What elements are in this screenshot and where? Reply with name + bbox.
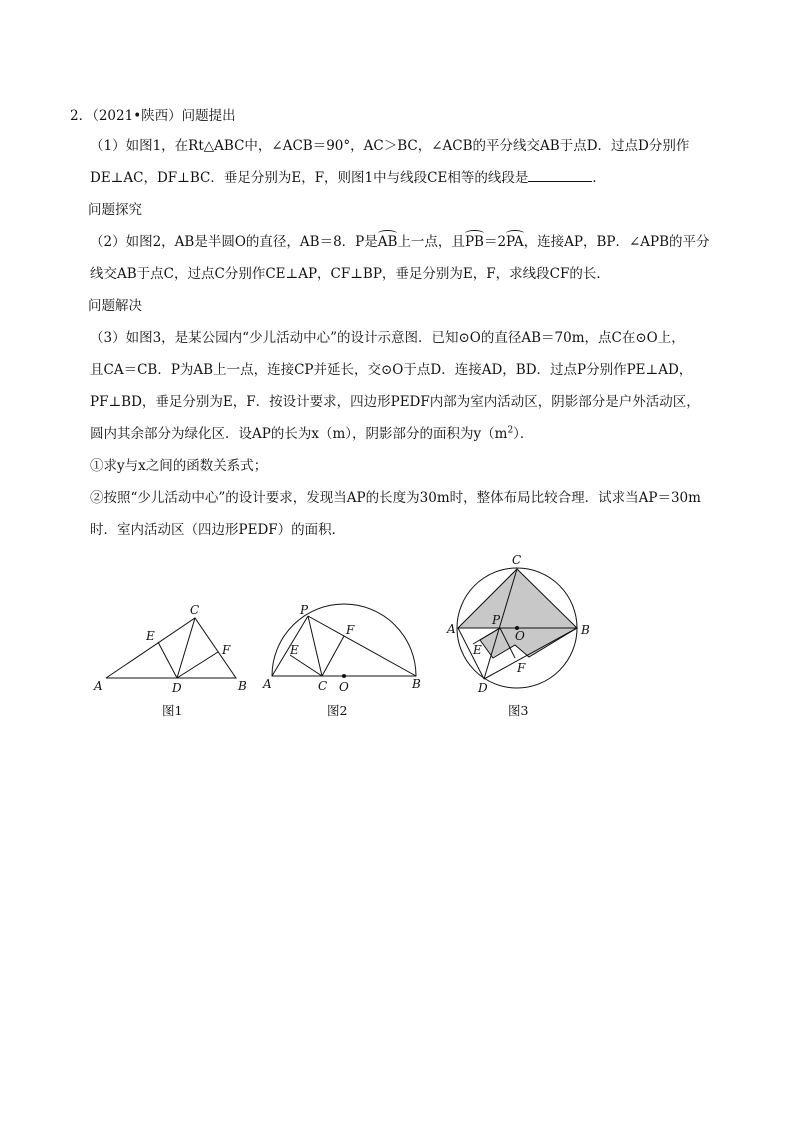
fig2-ce (290, 655, 322, 676)
fig2-label-o: O (339, 680, 349, 694)
section-heading-solve: 问题解决 (88, 298, 142, 314)
fig3-label-o: O (515, 629, 525, 643)
part3-line4-a: 圆内其余部分为绿化区．设AP的长为x（m），阴影部分的面积为y（m (90, 426, 508, 442)
fig2-bp (308, 616, 416, 676)
fig1-caption: 图1 (162, 703, 183, 718)
fig2-label-c: C (318, 679, 328, 693)
fig1-label-f: F (222, 643, 231, 657)
fig1-triangle (106, 618, 236, 678)
fig3-label-c: C (512, 553, 522, 567)
part2-eq: ＝2 (483, 234, 507, 250)
part1-line2-text: DE⊥AC，DF⊥BC．垂足分别为E，F，则图1中与线段CE相等的线段是 (90, 170, 529, 186)
part2-line1-a: （2）如图2，AB是半圆O的直径，AB＝8．P是 (90, 234, 378, 250)
fig1-bisector-cd (177, 618, 195, 678)
fig1-label-e: E (146, 629, 155, 643)
arc-pa: PA (506, 234, 524, 250)
fig2-label-a: A (263, 677, 272, 691)
question-2-line2: 时．室内活动区（四边形PEDF）的面积． (90, 522, 346, 538)
part3-line3: PF⊥BD，垂足分别为E，F．按设计要求，四边形PEDF内部为室内活动区，阴影部分是户外活动区， (90, 394, 700, 410)
section-heading-explore: 问题探究 (88, 202, 142, 218)
fig1-de (158, 642, 177, 678)
fig2-label-b: B (412, 677, 421, 691)
fig2-pc (308, 616, 322, 676)
fig3-label-p: P (492, 613, 501, 627)
fig3-label-e: E (473, 643, 482, 657)
superscript-2: 2 (507, 425, 514, 436)
part3-line1: （3）如图3，是某公园内“少儿活动中心”的设计示意图．已知⊙O的直径AB＝70m，点C在⊙O上， (90, 330, 685, 346)
fig3-caption: 图3 (508, 703, 529, 718)
fig1-label-d: D (172, 681, 182, 695)
fig2-caption: 图2 (327, 703, 348, 718)
arc-ab: AB (377, 234, 398, 250)
part2-line2: 线交AB于点C，过点C分别作CE⊥AP，CF⊥BP，垂足分别为E，F，求线段CF的长． (90, 266, 610, 282)
part3-line4-b: ）． (513, 426, 534, 442)
fig2-cf (322, 636, 344, 676)
fig2-center-dot (342, 674, 346, 678)
part2-line1-b: 上一点，且 (397, 234, 465, 250)
question-1: ①求y与x之间的函数关系式； (90, 458, 268, 474)
arc-pb: PB (464, 234, 484, 250)
part1-line2 (90, 166, 606, 186)
answer-blank (528, 169, 592, 182)
part3-line2: 且CA＝CB．P为AB上一点，连接CP并延长，交⊙O于点D．连接AD，BD．过点P分别作PE⊥AD， (90, 362, 693, 378)
figure-3 (440, 548, 605, 723)
fig1-label-a: A (94, 679, 103, 693)
fig3-label-b: B (581, 623, 590, 637)
fig3-label-f: F (517, 661, 526, 675)
fig2-label-f: F (346, 623, 355, 637)
part1-line2-end: ． (592, 170, 606, 186)
fig1-label-c: C (190, 603, 200, 617)
figure-1 (90, 598, 260, 723)
figure-2 (262, 596, 432, 723)
problem-header: 2．（2021•陕西）问题提出 (70, 108, 236, 124)
part2-line1-c: ，连接AP，BP．∠APB的平分 (523, 234, 710, 250)
fig3-label-a: A (447, 622, 456, 636)
fig2-label-p: P (300, 603, 309, 617)
fig2-label-e: E (290, 643, 299, 657)
fig1-label-b: B (238, 679, 247, 693)
part1-line1: （1）如图1，在Rt△ABC中，∠ACB＝90°，AC＞BC，∠ACB的平分线交AB于点D．过点D分别作 (90, 138, 690, 154)
question-2-line1: ②按照“少儿活动中心”的设计要求，发现当AP的长度为30m时，整体布局比较合理．试求当AP＝30m (90, 490, 701, 506)
part3-line4 (90, 422, 533, 442)
fig3-label-d: D (478, 681, 488, 695)
part2-line1 (90, 230, 710, 250)
